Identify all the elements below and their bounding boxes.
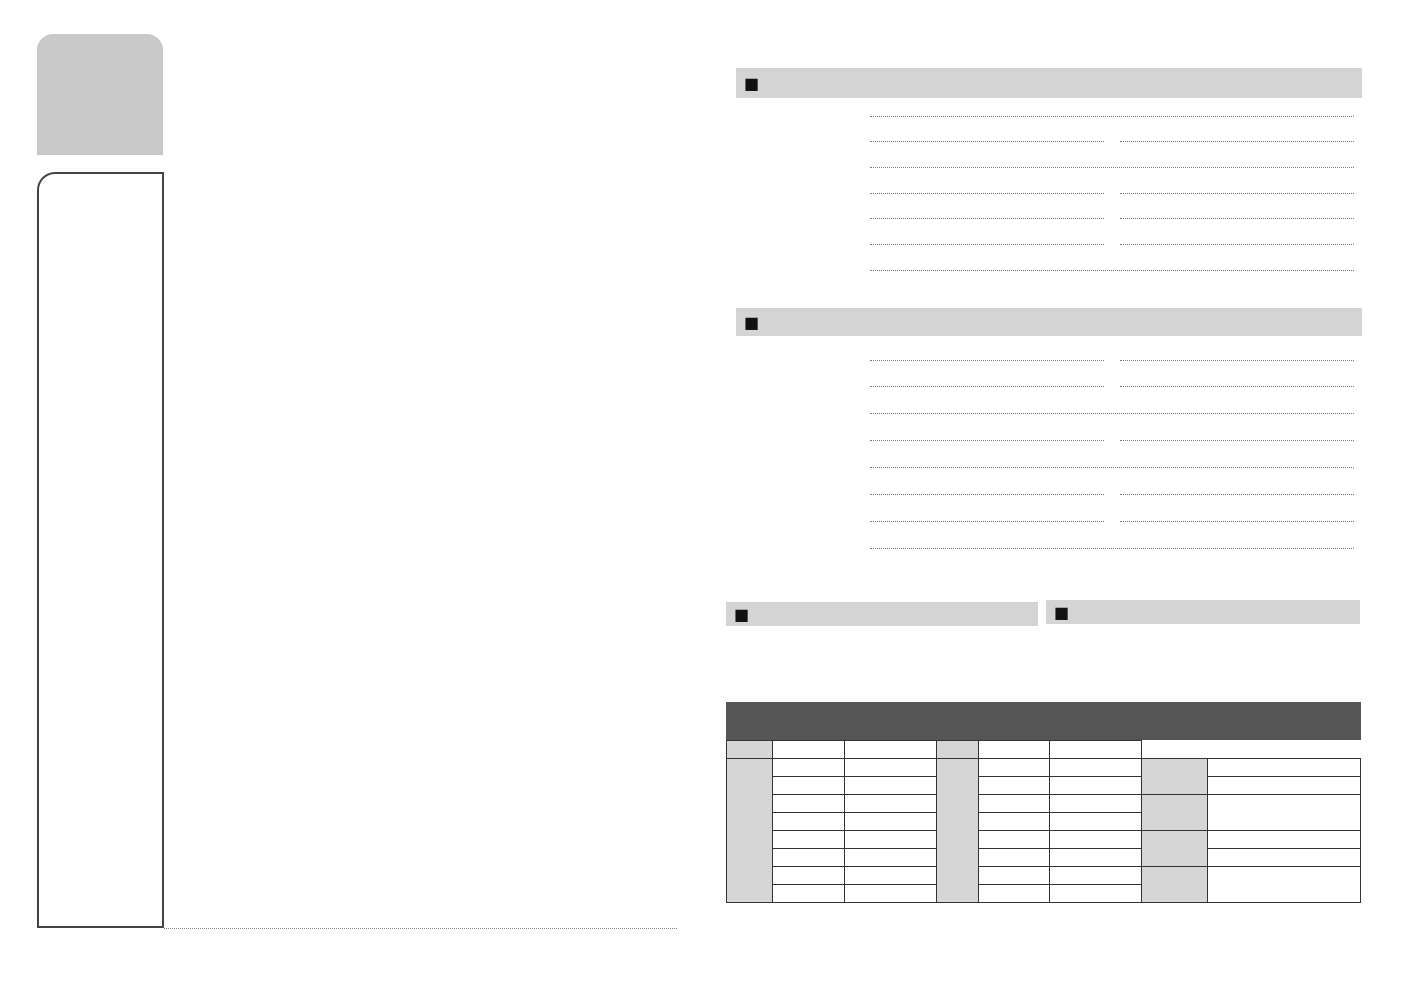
sunday-row <box>770 104 1358 128</box>
missionary-cell <box>1050 741 1142 759</box>
missionary-cell <box>1050 885 1142 903</box>
country-cell <box>978 831 1050 849</box>
missionary-cell <box>844 741 936 759</box>
missionary-cell <box>844 777 936 795</box>
country-cell <box>978 885 1050 903</box>
sent-cell <box>727 741 773 759</box>
dot-leader <box>1120 141 1354 142</box>
partner-item-cell <box>1208 759 1361 777</box>
wednesday-row <box>770 536 1358 560</box>
missionary-cell <box>844 795 936 813</box>
missionary-cell <box>844 831 936 849</box>
dot-leader <box>870 467 1354 468</box>
side-divider <box>162 172 164 928</box>
missionary-cell <box>1050 813 1142 831</box>
partner-category-cell <box>1142 759 1208 795</box>
missionary-cell <box>1050 831 1142 849</box>
partner-item-cell <box>1208 795 1361 831</box>
missionary-cell <box>844 849 936 867</box>
country-cell <box>772 813 844 831</box>
dot-leader <box>1120 360 1354 361</box>
country-cell <box>772 849 844 867</box>
partner-item-cell <box>1208 777 1361 795</box>
wednesday-row <box>770 483 1358 507</box>
dot-leader <box>1120 440 1354 441</box>
square-bullet-icon: ■ <box>734 604 750 624</box>
missionary-cell <box>844 759 936 777</box>
country-cell <box>772 759 844 777</box>
dotted-rule <box>164 928 677 929</box>
dot-leader <box>870 218 1104 219</box>
dot-leader <box>1120 218 1354 219</box>
country-cell <box>978 795 1050 813</box>
missionary-cell <box>1050 795 1142 813</box>
partner-category-cell <box>1142 795 1208 831</box>
partner-category-cell <box>1142 867 1208 903</box>
wednesday-row <box>770 429 1358 453</box>
missions-table <box>726 740 1361 903</box>
sunday-header <box>736 68 1362 98</box>
dawn-header <box>1046 600 1360 624</box>
dot-leader <box>870 141 1104 142</box>
country-cell <box>772 795 844 813</box>
dot-leader <box>1120 193 1354 194</box>
partner-item-cell <box>1208 831 1361 849</box>
square-bullet-icon: ■ <box>744 312 760 332</box>
missionary-cell <box>1050 777 1142 795</box>
missionary-cell <box>1050 849 1142 867</box>
dot-leader <box>1120 494 1354 495</box>
missionary-cell <box>1050 867 1142 885</box>
dot-leader <box>870 440 1104 441</box>
wednesday-header <box>736 308 1362 336</box>
country-cell <box>978 759 1050 777</box>
dot-leader <box>870 494 1104 495</box>
dot-leader <box>870 193 1104 194</box>
dot-leader <box>1120 386 1354 387</box>
coop-cell <box>727 759 773 903</box>
sunday-row <box>770 207 1358 231</box>
wednesday-row <box>770 402 1358 426</box>
coop-cell <box>936 759 978 903</box>
dot-leader <box>870 548 1354 549</box>
country-cell <box>978 867 1050 885</box>
side-box <box>37 172 163 928</box>
wednesday-row <box>770 348 1358 372</box>
missionary-cell <box>1050 759 1142 777</box>
dot-leader <box>1120 521 1354 522</box>
blank-cell <box>936 741 978 759</box>
missions-title <box>726 702 1361 740</box>
dot-leader <box>870 270 1354 271</box>
country-cell <box>978 813 1050 831</box>
square-bullet-icon: ■ <box>1054 602 1070 622</box>
date-tab <box>37 34 163 155</box>
missionary-cell <box>844 813 936 831</box>
dawn-leader-1 <box>1076 636 1086 654</box>
country-cell <box>978 741 1050 759</box>
dot-leader <box>870 167 1354 168</box>
wednesday-row <box>770 375 1358 399</box>
partner-item-cell <box>1208 849 1361 867</box>
wednesday-row <box>770 456 1358 480</box>
country-cell <box>772 831 844 849</box>
square-bullet-icon: ■ <box>744 73 760 93</box>
country-cell <box>772 867 844 885</box>
country-cell <box>772 885 844 903</box>
dot-leader <box>870 116 1354 117</box>
country-cell <box>772 777 844 795</box>
friday-leader <box>764 638 774 656</box>
missionary-cell <box>844 867 936 885</box>
friday-header <box>726 602 1038 626</box>
wednesday-row <box>770 509 1358 533</box>
sunday-row <box>770 181 1358 205</box>
dot-leader <box>870 360 1104 361</box>
sunday-row <box>770 258 1358 282</box>
sunday-row <box>770 130 1358 154</box>
sunday-row <box>770 233 1358 257</box>
country-cell <box>772 741 844 759</box>
missionary-cell <box>844 885 936 903</box>
dot-leader <box>870 244 1104 245</box>
dot-leader <box>870 386 1104 387</box>
country-cell <box>978 777 1050 795</box>
dot-leader <box>870 521 1104 522</box>
country-cell <box>978 849 1050 867</box>
dot-leader <box>870 413 1354 414</box>
dot-leader <box>1120 244 1354 245</box>
sunday-row <box>770 155 1358 179</box>
partner-category-cell <box>1142 831 1208 867</box>
partner-item-cell <box>1208 867 1361 903</box>
dawn-leader-2 <box>1148 660 1156 678</box>
